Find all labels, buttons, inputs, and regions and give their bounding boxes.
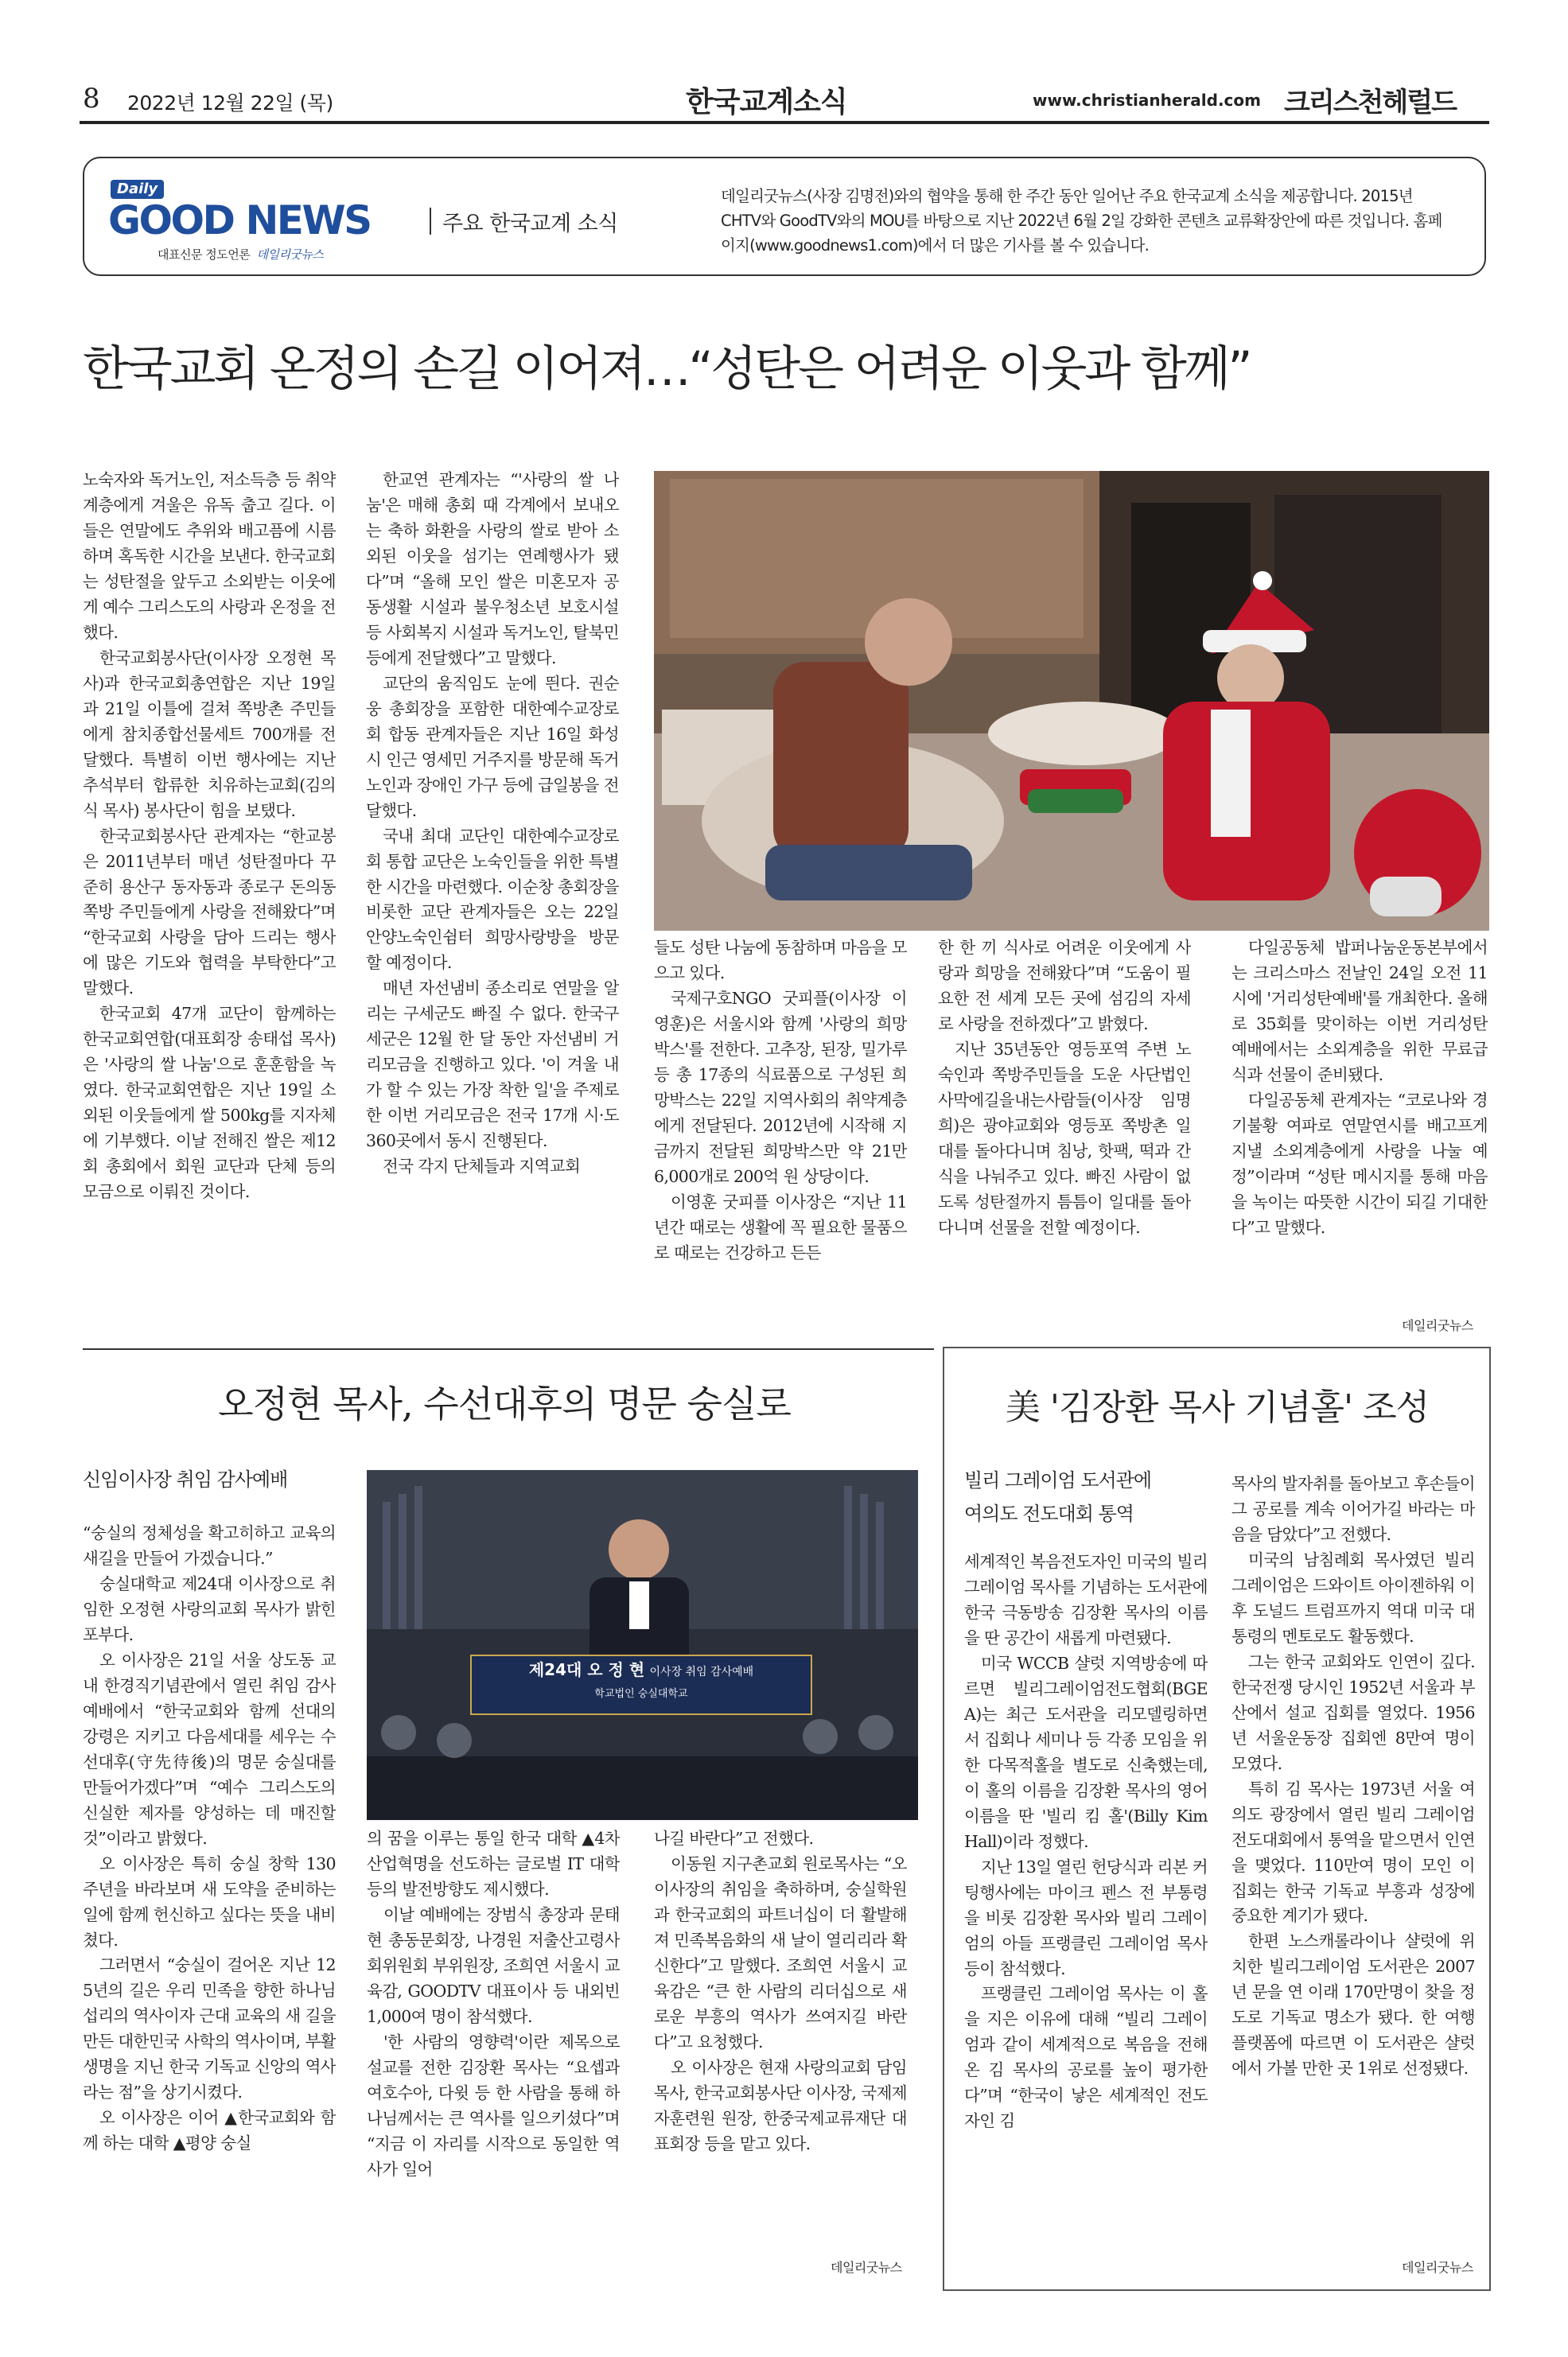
issue-date: 2022년 12월 22일 (목) bbox=[127, 91, 333, 115]
article1-paragraph: 지난 35년동안 영등포역 주변 노숙인과 쪽방주민들을 도운 사단법인 사막에길을내는사람들(이사장 임명희)은 광야교회와 영등포 쪽방촌 일대를 돌아다니며 침낭, 핫팩, 떡과 간식을 나눠주고 있다. 빠진 사람이 없도록 성탄절까지 틈틈이 일대를 돌아다니며 선물을 전할 예정이다. bbox=[938, 1039, 1191, 1237]
page-number: 8 bbox=[83, 83, 100, 115]
masthead-logo: 크리스천헤럴드 bbox=[1284, 87, 1456, 119]
article2-paragraph: 숭실대학교 제24대 이사장으로 취임한 오정현 사랑의교회 목사가 밝힌 포부다. bbox=[83, 1573, 336, 1644]
article1-col4 bbox=[938, 935, 1191, 1336]
banner-description: 데일리굿뉴스(사장 김명전)와의 협약을 통해 한 주간 동안 일어난 주요 한국교계 소식을 제공합니다. 2015년 CHTV와 GoodTV와의 MOU를 바탕으로 지난 2022년 6월 2일 강화한 콘텐츠 교류확장안에 따른 것입니다. 홈페이지(www.goodnews1.com)에서 더 많은 기사를 볼 수 있습니다. bbox=[721, 187, 1442, 255]
article1-paragraph: 한교연 관계자는 “'사랑의 쌀 나눔'은 매해 총회 때 각계에서 보내오는 축하 화환을 사랑의 쌀로 받아 소외된 이웃을 섬기는 연례행사가 됐다”며 “올해 모인 쌀은 미혼모자 공동생활 시설과 불우청소년 보호시설 등 사회복지 시설과 독거노인, 탈북민 등에게 전달했다”고 말했다. bbox=[366, 470, 619, 667]
article3-paragraph: 미국의 남침례회 목사였던 빌리 그레이엄은 드와이트 아이젠하워 이후 도널드 트럼프까지 역대 미국 대통령의 멘토로도 활동했다. bbox=[1231, 1550, 1475, 1646]
article1-paragraph: 이영훈 굿피플 이사장은 “지난 11년간 때로는 생활에 꼭 필요한 물품으로 때로는 건강하고 든든 bbox=[654, 1192, 907, 1262]
article1-paragraph: 다일공동체 관계자는 “코로나와 경기불황 여파로 연말연시를 배고프게 지낼 소외계층에게 사랑을 나눌 예정”이라며 “성탄 메시지를 통해 마음을 녹이는 따뜻한 시간이 되길 기대한다”고 말했다. bbox=[1231, 1090, 1488, 1237]
article2-credit: 데일리굿뉴스 bbox=[831, 2260, 902, 2275]
photo-banner-suffix: 이사장 취임 감사예배 bbox=[649, 1666, 754, 1678]
article1-paragraph: 한국교회봉사단 관계자는 “한교봉은 2011년부터 매년 성탄절마다 꾸준히 용산구 동자동과 종로구 돈의동 쪽방 주민들에게 사랑을 전해왔다”며 “한국교회 사랑을 담아 드리는 행사에 많은 기도와 협력을 부탁한다”고 말했다. bbox=[83, 826, 336, 998]
logo-tagline bbox=[158, 246, 323, 263]
good-news-logo[interactable]: GOOD NEWS bbox=[108, 197, 371, 243]
article3-col1 bbox=[964, 1550, 1208, 2269]
article1-paragraph: 들도 성탄 나눔에 동참하며 마음을 모으고 있다. bbox=[654, 938, 907, 982]
article3-paragraph: 미국 WCCB 샬럿 지역방송에 따르면 빌리그레이엄전도협회(BGEA)는 최근 도서관을 리모델링하면서 집회나 세미나 등 각종 모임을 위한 다목적홀을 별도로 신축했는데, 이 홀의 이름을 김장환 목사의 영어 이름을 딴 '빌리 킴 홀'(Billy Kim Hall)이라 정했다. bbox=[964, 1653, 1208, 1851]
article2-paragraph: 오 이사장은 21일 서울 상도동 교내 한경직기념관에서 열린 취임 감사예배에서 “한국교회와 함께 선대의 강령은 지키고 다음세대를 세우는 수선대후(守先待後)의 명문 숭실대를 만들어가겠다”며 “예수 그리스도의 신실한 제자를 양성하는 데 매진할 것”이라고 밝혔다. bbox=[83, 1650, 336, 1848]
article3-subhead-line1: 빌리 그레이엄 도서관에 bbox=[964, 1469, 1152, 1492]
article1-paragraph: 전국 각지 단체들과 지역교회 bbox=[383, 1157, 581, 1177]
article2-paragraph: 오 이사장은 이어 ▲한국교회와 함께 하는 대학 ▲평양 숭실 bbox=[83, 2108, 336, 2153]
article1-paragraph: 한 한 끼 식사로 어려운 이웃에게 사랑과 희망을 전해왔다”며 “도움이 필요한 전 세계 모든 곳에 섬김의 자세로 사랑을 전하겠다”고 밝혔다. bbox=[938, 938, 1191, 1033]
article2-col3 bbox=[654, 1826, 907, 2256]
header-rule bbox=[80, 121, 1489, 124]
article1-paragraph: 국제구호NGO 굿피플(이사장 이영훈)은 서울시와 함께 '사랑의 희망박스'를 전한다. 고추장, 된장, 밀가루 등 총 17종의 식료품으로 구성된 희망박스는 22일 지역사회의 취약계층에게 전달된다. 2012년에 시작해 지금까지 전달된 희망박스만 약 21만 6,000개로 200억 원 상당이다. bbox=[654, 988, 907, 1186]
article3-paragraph: 목사의 발자취를 돌아보고 후손들이 그 공로를 계속 이어가길 바라는 마음을 담았다”고 전했다. bbox=[1231, 1474, 1475, 1544]
article1-paragraph: 교단의 움직임도 눈에 띈다. 권순웅 총회장을 포함한 대한예수교장로회 합동 관계자들은 지난 16일 화성시 인근 영세민 거주지를 방문해 독거노인과 장애인 가구 등에 급일봉을 전달했다. bbox=[366, 673, 619, 820]
article2-paragraph: '한 사람의 영향력'이란 제목으로 설교를 전한 김장환 목사는 “요셉과 여호수아, 다윗 등 한 사람을 통해 하나님께서는 큰 역사를 일으키셨다”며 “지금 이 자리를 시작으로 동일한 역사가 일어 bbox=[367, 2032, 620, 2179]
article1-paragraph: 한국교회 47개 교단이 함께하는 한국교회연합(대표회장 송태섭 목사)은 '사랑의 쌀 나눔'으로 훈훈함을 녹였다. 한국교회연합은 지난 19일 소외된 이웃들에게 쌀 500kg를 지자체에 기부했다. 이날 전해진 쌀은 제12회 총회에서 회원 교단과 단체 등의 모금으로 이뤄진 것이다. bbox=[83, 1004, 336, 1202]
article2-col2 bbox=[367, 1826, 620, 2269]
logo-tagline-text: 대표신문 정도언론 bbox=[158, 247, 251, 262]
photo-banner-main: 제24대 오 정 현 bbox=[528, 1660, 645, 1679]
goodnews-banner bbox=[83, 157, 1486, 276]
article2-subhead: 신임이사장 취임 감사예배 bbox=[83, 1468, 288, 1491]
article1-col5 bbox=[1231, 935, 1488, 1313]
article1-credit: 데일리굿뉴스 bbox=[1402, 1318, 1473, 1333]
article2-paragraph: 이동원 지구촌교회 원로목사는 “오 이사장의 취임을 축하하며, 숭실학원과 한국교회의 파트너십이 더 활발해져 민족복음화의 새 날이 열리리라 확신한다”고 말했다. 조희연 서울시 교육감은 “큰 한 사람의 리더십으로 새로운 부흥의 역사가 쓰여지길 바란다”고 요청했다. bbox=[654, 1853, 907, 2052]
story-divider bbox=[83, 1348, 934, 1350]
article2-paragraph: 오 이사장은 특히 숭실 창학 130주년을 바라보며 새 도약을 준비하는 일에 함께 헌신하고 싶다는 뜻을 내비쳤다. bbox=[83, 1853, 336, 1950]
article3-paragraph: 한편 노스캐롤라이나 샬럿에 위치한 빌리그레이엄 도서관은 2007년 문을 연 이래 170만명이 찾을 정도로 기독교 명소가 됐다. 한 여행 플랫폼에 따르면 이 도서관은 샬럿에서 가볼 만한 곳 1위로 선정됐다. bbox=[1231, 1931, 1475, 2079]
article3-subhead-line2: 여의도 전도대회 통역 bbox=[964, 1503, 1134, 1525]
banner-divider bbox=[430, 208, 431, 235]
article1-headline: 한국교회 온정의 손길 이어져…“성탄은 어려운 이웃과 함께” bbox=[83, 341, 1251, 397]
photo-banner-sub: 학교법인 숭실대학교 bbox=[594, 1688, 688, 1700]
article2-paragraph: 의 꿈을 이루는 통일 한국 대학 ▲4차산업혁명을 선도하는 글로벌 IT 대학 등의 발전방향도 제시했다. bbox=[367, 1829, 620, 1899]
article1-col2 bbox=[366, 468, 619, 1336]
article2-paragraph: 오 이사장은 현재 사랑의교회 담임목사, 한국교회봉사단 이사장, 국제제자훈련원 원장, 한중국제교류재단 대표회장 등을 맡고 있다. bbox=[654, 2057, 907, 2153]
article2-paragraph: 나길 바란다”고 전했다. bbox=[654, 1829, 814, 1848]
article3-subhead bbox=[964, 1464, 1151, 1530]
article3-paragraph: 세계적인 복음전도자인 미국의 빌리 그레이엄 목사를 기념하는 도서관에 한국 극동방송 김장환 목사의 이름을 딴 공간이 새롭게 마련됐다. bbox=[964, 1552, 1208, 1647]
article2-paragraph: “숭실의 정체성을 확고히하고 교육의 새길을 만들어 가겠습니다.” bbox=[83, 1523, 336, 1568]
article3-paragraph: 프랭클린 그레이엄 목사는 이 홀을 지은 이유에 대해 “빌리 그레이엄과 같이 세계적으로 복음을 전해온 김 목사의 공로를 높이 평가한다”며 “한국이 낳은 세계적인 전도자인 김 bbox=[964, 1984, 1208, 2131]
article2-col1 bbox=[83, 1521, 336, 2269]
article1-paragraph: 노숙자와 독거노인, 저소득층 등 취약계층에게 겨울은 유독 춥고 길다. 이들은 연말에도 추위와 배고픔에 시름하며 혹독한 시간을 보낸다. 한국교회는 성탄절을 앞두고 소외받는 이웃에게 예수 그리스도의 사랑과 온정을 전했다. bbox=[83, 470, 336, 642]
photo-banner-line1 bbox=[472, 1656, 811, 1686]
article1-paragraph: 국내 최대 교단인 대한예수교장로회 통합 교단은 노숙인들을 위한 특별한 시간을 마련했다. 이순창 총회장을 비롯한 교단 관계자들은 오는 22일 안양노숙인쉼터 희망사랑방을 방문할 예정이다. bbox=[366, 826, 619, 973]
article3-col2 bbox=[1231, 1472, 1475, 2243]
article1-col1 bbox=[83, 468, 336, 1336]
article1-paragraph: 다일공동체 밥퍼나눔운동본부에서는 크리스마스 전날인 24일 오전 11시에 '거리성탄예배'를 개최한다. 올해로 35회를 맞이하는 이번 거리성탄 예배에서는 소외계층을 위한 무료급식과 선물이 준비됐다. bbox=[1231, 938, 1488, 1084]
article1-col3 bbox=[654, 935, 907, 1336]
section-title: 한국교계소식 bbox=[686, 86, 847, 119]
photo-banner bbox=[470, 1655, 812, 1715]
inauguration-photo bbox=[367, 1470, 918, 1820]
article2-headline: 오정현 목사, 수선대후의 명문 숭실로 bbox=[218, 1383, 791, 1425]
article3-paragraph: 특히 김 목사는 1973년 서울 여의도 광장에서 열린 빌리 그레이엄 전도대회에서 통역을 맡으면서 인연을 맺었다. 110만여 명이 모인 이 집회는 한국 기독교 부흥과 성장에 중요한 계기가 됐다. bbox=[1231, 1779, 1475, 1926]
logo-tagline-brand: 데일리굿뉴스 bbox=[256, 247, 324, 262]
daily-badge: Daily bbox=[111, 180, 164, 199]
article3-credit: 데일리굿뉴스 bbox=[1402, 2260, 1473, 2275]
article1-paragraph: 한국교회봉사단(이사장 오정현 목사)과 한국교회총연합은 지난 19일과 21일 이틀에 걸쳐 쪽방촌 주민들에게 참치종합선물세트 700개를 전달했다. 특별히 이번 행사에는 지난 추석부터 합류한 치유하는교회(김의식 목사) 봉사단이 힘을 보탰다. bbox=[83, 648, 336, 820]
site-url[interactable]: www.christianherald.com bbox=[1033, 91, 1261, 110]
article2-paragraph: 그러면서 “숭실이 걸어온 지난 125년의 길은 우리 민족을 향한 하나님 섭리의 역사이자 근대 교육의 새 길을 만든 대한민국 사학의 역사이며, 부활생명을 지닌 한국 기독교 신앙의 역사라는 점”을 상기시켰다. bbox=[83, 1955, 336, 2102]
banner-label: 주요 한국교계 소식 bbox=[442, 212, 618, 236]
article2-paragraph: 이날 예배에는 장범식 총장과 문태현 총동문회장, 나경원 저출산고령사회위원회 부위원장, 조희연 서울시 교육감, GOODTV 대표이사 등 내외빈 1,000여 명이 참석했다. bbox=[367, 1904, 620, 2026]
article3-paragraph: 그는 한국 교회와도 인연이 깊다. 한국전쟁 당시인 1952년 서울과 부산에서 설교 집회를 열었다. 1956년 서울운동장 집회엔 8만여 명이 모였다. bbox=[1231, 1651, 1475, 1773]
article1-paragraph: 매년 자선냄비 종소리로 연말을 알리는 구세군도 빠질 수 없다. 한국구세군은 12월 한 달 동안 자선냄비 거리모금을 진행하고 있다. '이 겨울 내가 할 수 있는 가장 착한 일'을 주제로 한 이번 거리모금은 전국 17개 시·도 360곳에서 동시 진행된다. bbox=[366, 978, 619, 1151]
santa-gift-photo bbox=[654, 471, 1489, 931]
article3-headline: 美 '김장환 목사 기념홀' 조성 bbox=[1005, 1387, 1430, 1428]
article3-paragraph: 지난 13일 열린 헌당식과 리본 커팅행사에는 마이크 펜스 전 부통령을 비롯 김장환 목사와 빌리 그레이엄의 아들 프랭클린 그레이엄 목사 등이 참석했다. bbox=[964, 1857, 1208, 1978]
